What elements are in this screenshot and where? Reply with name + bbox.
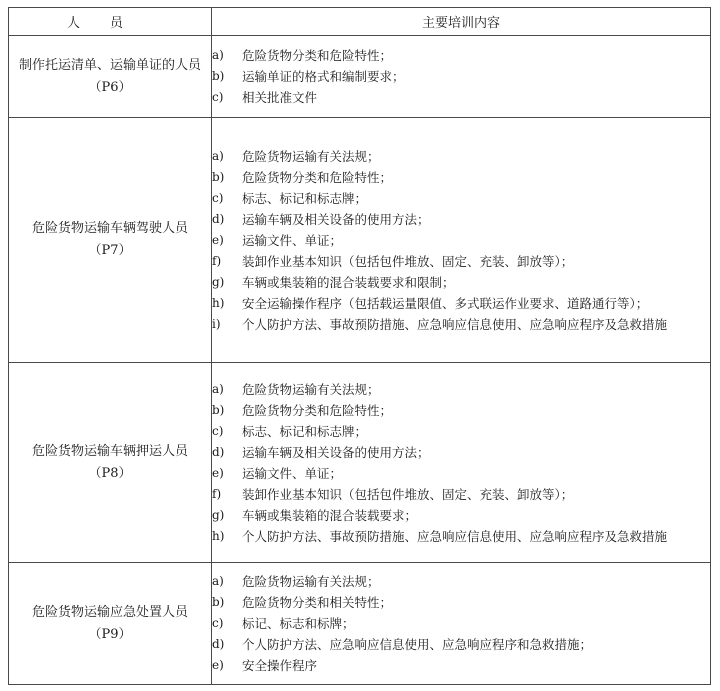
item-text: 个人防护方法、事故预防措施、应急响应信息使用、应急响应程序及急救措施 — [242, 528, 668, 544]
table-row — [9, 563, 711, 685]
item-text: 标记、标志和标牌； — [242, 616, 355, 631]
content-cell — [212, 563, 711, 685]
list-item — [212, 442, 710, 463]
item-text: 运输单证的格式和编制要求； — [242, 69, 405, 84]
item-text: 装卸作业基本知识（包括包件堆放、固定、充装、卸放等）； — [242, 486, 574, 502]
item-letter: g) — [212, 507, 225, 522]
item-text: 危险货物分类和危险特性； — [242, 402, 393, 418]
list-item — [212, 634, 710, 655]
item-text: 危险货物运输有关法规； — [242, 574, 380, 589]
item-text: 运输文件、单证； — [242, 232, 343, 248]
item-letter: b) — [212, 69, 225, 83]
item-text: 危险货物分类和危险特性； — [242, 48, 393, 63]
table-row — [9, 118, 711, 363]
item-text: 危险货物分类和相关特性； — [242, 595, 393, 610]
list-item — [212, 230, 710, 251]
item-letter: a) — [212, 148, 224, 163]
item-letter: b) — [212, 169, 225, 184]
item-text: 危险货物运输有关法规； — [242, 381, 380, 397]
item-letter: d) — [212, 637, 225, 651]
list-item — [212, 45, 710, 66]
person-code: （P7） — [88, 243, 132, 258]
item-letter: e) — [212, 465, 224, 480]
item-text: 车辆或集装箱的混合装载要求； — [242, 507, 418, 523]
item-letter: a) — [212, 48, 224, 62]
list-item — [212, 484, 710, 505]
list-item — [212, 655, 710, 676]
item-letter: b) — [212, 402, 225, 417]
list-item — [212, 167, 710, 188]
list-item — [212, 421, 710, 442]
item-letter: f) — [212, 253, 222, 268]
list-item — [212, 379, 710, 400]
item-text: 个人防护方法、事故预防措施、应急响应信息使用、应急响应程序及急救措施 — [242, 316, 668, 332]
content-cell — [212, 118, 711, 363]
item-text: 安全运输操作程序（包括载运量限值、多式联运作业要求、道路通行等）； — [242, 295, 649, 311]
training-table — [8, 7, 711, 685]
item-letter: e) — [212, 658, 224, 672]
person-name: 危险货物运输车辆驾驶人员 — [31, 221, 188, 236]
person-cell — [9, 118, 212, 363]
content-cell — [212, 363, 711, 563]
person-name: 危险货物运输车辆押运人员 — [31, 443, 188, 459]
person-name: 制作托运清单、运输单证的人员 — [18, 57, 201, 73]
item-letter: d) — [212, 444, 225, 459]
list-item — [212, 613, 710, 634]
item-text: 装卸作业基本知识（包括包件堆放、固定、充装、卸放等）； — [242, 253, 574, 269]
person-code: （P6） — [88, 79, 132, 95]
item-letter: g) — [212, 274, 225, 289]
person-cell — [9, 563, 212, 685]
list-item — [212, 146, 710, 167]
list-item — [212, 526, 710, 547]
list-item — [212, 293, 710, 314]
item-letter: c) — [212, 190, 224, 205]
item-text: 标志、标记和标志牌； — [242, 190, 368, 206]
item-letter: a) — [212, 381, 224, 396]
item-letter: c) — [212, 616, 224, 630]
item-letter: h) — [212, 295, 225, 310]
list-item — [212, 188, 710, 209]
item-text: 运输车辆及相关设备的使用方法； — [242, 211, 430, 227]
item-letter: i) — [212, 316, 221, 331]
content-cell — [212, 36, 711, 118]
item-text: 标志、标记和标志牌； — [242, 423, 368, 439]
list-item — [212, 463, 710, 484]
header-person: 人员 — [9, 8, 212, 36]
item-text: 运输文件、单证； — [242, 465, 343, 481]
person-cell — [9, 36, 212, 118]
header-content: 主要培训内容 — [212, 8, 711, 36]
list-item — [212, 400, 710, 421]
item-letter: e) — [212, 232, 224, 247]
item-text: 车辆或集装箱的混合装载要求和限制； — [242, 274, 455, 290]
list-item — [212, 571, 710, 592]
list-item — [212, 209, 710, 230]
item-text: 危险货物分类和危险特性； — [242, 169, 393, 185]
item-text: 运输车辆及相关设备的使用方法； — [242, 444, 430, 460]
item-letter: a) — [212, 574, 224, 588]
list-item — [212, 87, 710, 108]
list-item — [212, 66, 710, 87]
person-code: （P8） — [88, 465, 132, 481]
item-letter: f) — [212, 486, 222, 501]
item-letter: c) — [212, 423, 224, 438]
list-item — [212, 251, 710, 272]
item-letter: c) — [212, 90, 224, 104]
item-letter: d) — [212, 211, 225, 226]
item-text: 安全操作程序 — [242, 658, 318, 673]
table-row — [9, 363, 711, 563]
list-item — [212, 272, 710, 293]
item-text: 相关批准文件 — [242, 90, 318, 105]
item-letter: b) — [212, 595, 225, 609]
list-item — [212, 592, 710, 613]
person-cell — [9, 363, 212, 563]
person-code: （P9） — [88, 626, 132, 642]
item-text: 危险货物运输有关法规； — [242, 148, 380, 164]
table-row — [9, 36, 711, 118]
person-name: 危险货物运输应急处置人员 — [31, 604, 188, 620]
item-letter: h) — [212, 528, 225, 543]
list-item — [212, 505, 710, 526]
item-text: 个人防护方法、应急响应信息使用、应急响应程序和急救措施； — [242, 637, 593, 652]
table-header-row — [9, 8, 711, 36]
list-item — [212, 314, 710, 335]
